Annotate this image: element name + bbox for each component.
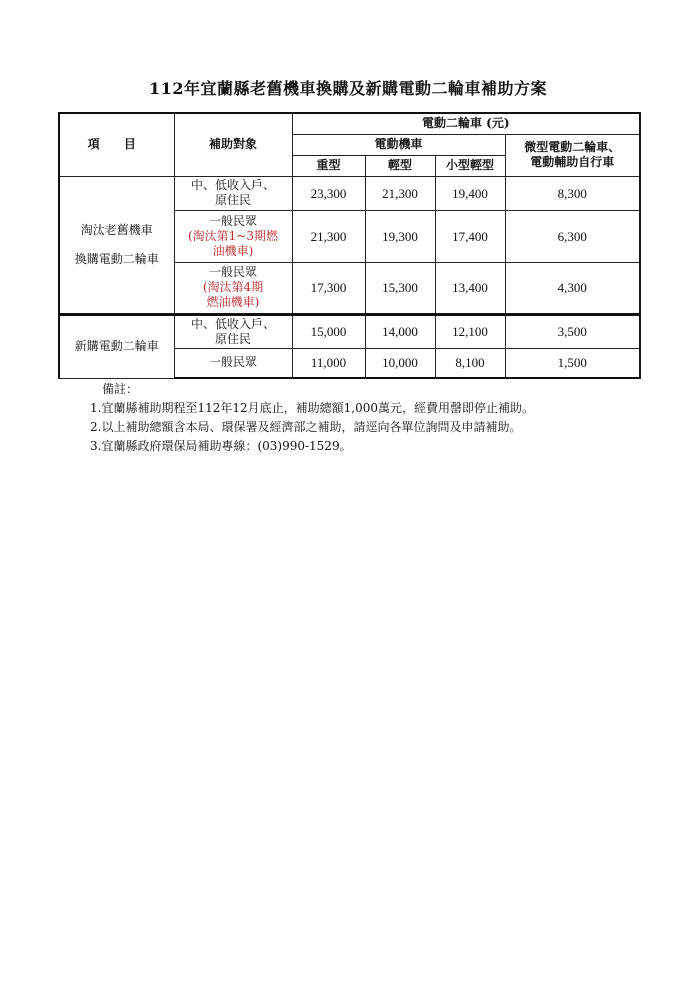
target-cell: 一般民眾: [174, 348, 292, 378]
value-heavy: 15,000: [292, 314, 365, 348]
value-light: 21,300: [365, 176, 435, 210]
header-small-light: 小型輕型: [435, 155, 505, 176]
header-micro-line1: 微型電動二輪車、: [524, 140, 621, 154]
value-small-light: 13,400: [435, 262, 505, 314]
value-light: 10,000: [365, 348, 435, 378]
value-small-light: 12,100: [435, 314, 505, 348]
header-micro: [505, 134, 640, 176]
target-cell: 一般民眾 (淘汰第1~3期燃 油機車): [174, 210, 292, 262]
notes-label: 備註：: [102, 382, 139, 396]
target-cell: 中、低收入戶、 原住民: [174, 314, 292, 348]
header-target: 補助對象: [174, 113, 292, 176]
header-light: 輕型: [365, 155, 435, 176]
value-small-light: 8,100: [435, 348, 505, 378]
section1-label-line2: 換購電動二輪車: [74, 251, 159, 266]
value-light: 19,300: [365, 210, 435, 262]
value-small-light: 17,400: [435, 210, 505, 262]
value-micro: 4,300: [505, 262, 640, 314]
value-light: 14,000: [365, 314, 435, 348]
page-title: 112年宜蘭縣老舊機車換購及新購電動二輪車補助方案: [149, 79, 547, 98]
subsidy-table: [58, 112, 641, 379]
section2-label: 新購電動二輪車: [59, 314, 174, 378]
value-micro: 1,500: [505, 348, 640, 378]
notes-list: [90, 399, 534, 456]
value-heavy: 23,300: [292, 176, 365, 210]
notes: [90, 380, 534, 456]
section1-label: [59, 176, 174, 314]
value-small-light: 19,400: [435, 176, 505, 210]
header-item: 項 目: [59, 113, 174, 176]
value-heavy: 11,000: [292, 348, 365, 378]
target-cell: 中、低收入戶、 原住民: [174, 176, 292, 210]
value-heavy: 17,300: [292, 262, 365, 314]
header-motorcycle: 電動機車: [292, 134, 505, 155]
value-micro: 6,300: [505, 210, 640, 262]
value-light: 15,300: [365, 262, 435, 314]
section1-label-line1: 淘汰老舊機車: [80, 222, 153, 237]
value-micro: 3,500: [505, 314, 640, 348]
table-row: [59, 314, 640, 348]
note-item: 3.宜蘭縣政府環保局補助專線：(03)990-1529。: [90, 439, 352, 453]
table-row: [59, 176, 640, 210]
header-micro-line2: 電動輔助自行車: [530, 155, 615, 169]
header-group: 電動二輪車 (元): [292, 113, 640, 134]
note-item: 2.以上補助總額含本局、環保署及經濟部之補助，請逕向各單位詢問及申請補助。: [90, 420, 522, 434]
value-heavy: 21,300: [292, 210, 365, 262]
value-micro: 8,300: [505, 176, 640, 210]
header-heavy: 重型: [292, 155, 365, 176]
target-cell: 一般民眾 (淘汰第4期 燃油機車): [174, 262, 292, 314]
note-item: 1.宜蘭縣補助期程至112年12月底止，補助總額1,000萬元，經費用罄即停止補助。: [90, 401, 534, 415]
